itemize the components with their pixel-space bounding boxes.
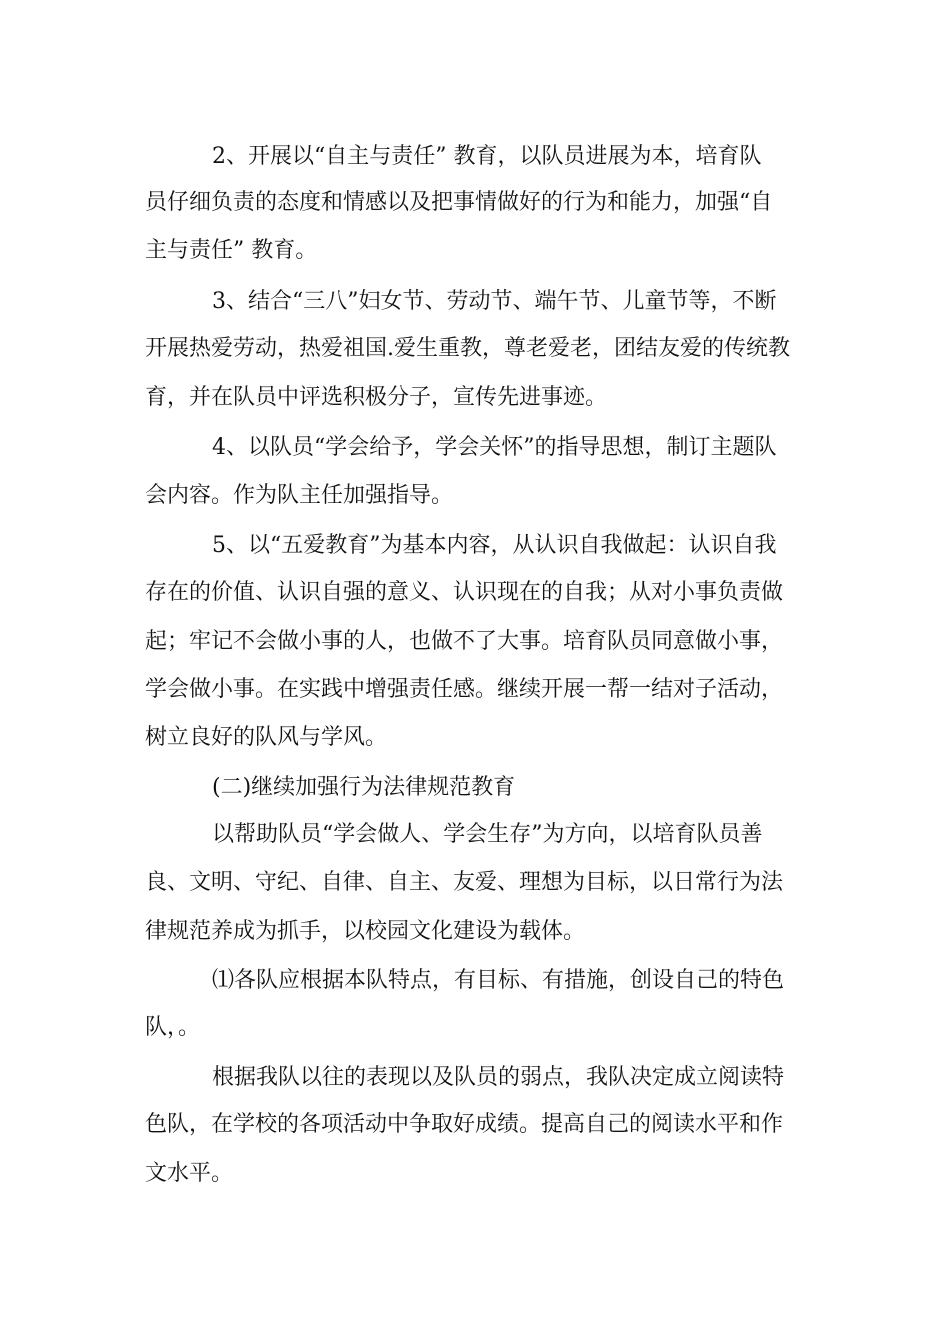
- text-line: 员仔细负责的态度和情感以及把事情做好的行为和能力，加强“自: [145, 190, 773, 215]
- text-line: 育，并在队员中评选积极分子，宣传先进事迹。: [145, 385, 608, 410]
- text-line: 主与责任” 教育。: [145, 238, 318, 263]
- text-line: 开展热爱劳动，热爱祖国.爱生重教，尊老爱老，团结友爱的传统教: [145, 336, 790, 361]
- text-line: 根据我队以往的表现以及队员的弱点，我队决定成立阅读特: [212, 1065, 785, 1090]
- text-line: 树立良好的队风与学风。: [145, 725, 388, 750]
- text-line: 会内容。作为队主任加强指导。: [145, 483, 454, 508]
- text-line: ⑴各队应根据本队特点，有目标、有措施，创设自己的特色: [212, 968, 785, 993]
- text-line: 存在的价值、认识自强的意义、认识现在的自我；从对小事负责做: [145, 580, 784, 605]
- section-heading: (二)继续加强行为法律规范教育: [212, 775, 516, 800]
- text-line: 起；牢记不会做小事的人，也做不了大事。培育队员同意做小事，: [145, 629, 784, 654]
- text-line: 学会做小事。在实践中增强责任感。继续开展一帮一结对子活动，: [145, 677, 784, 702]
- text-line: 文水平。: [145, 1161, 234, 1186]
- text-line: 2、开展以“自主与责任” 教育，以队员进展为本，培育队: [212, 144, 762, 169]
- text-line: 良、文明、守纪、自律、自主、友爱、理想为目标，以日常行为法: [145, 870, 784, 895]
- text-line: 队，。: [145, 1015, 201, 1040]
- text-line: 色队，在学校的各项活动中争取好成绩。提高自己的阅读水平和作: [145, 1112, 784, 1137]
- text-line: 3、结合“三八”妇女节、劳动节、端午节、儿童节等，不断: [212, 289, 777, 314]
- text-line: 律规范养成为抓手，以校园文化建设为载体。: [145, 919, 586, 944]
- text-line: 以帮助队员“学会做人、学会生存”为方向，以培育队员善: [212, 822, 763, 847]
- text-line: 4、以队员“学会给予，学会关怀”的指导思想，制订主题队: [212, 435, 777, 460]
- text-line: 5、以“五爱教育”为基本内容，从认识自我做起：认识自我: [212, 533, 777, 558]
